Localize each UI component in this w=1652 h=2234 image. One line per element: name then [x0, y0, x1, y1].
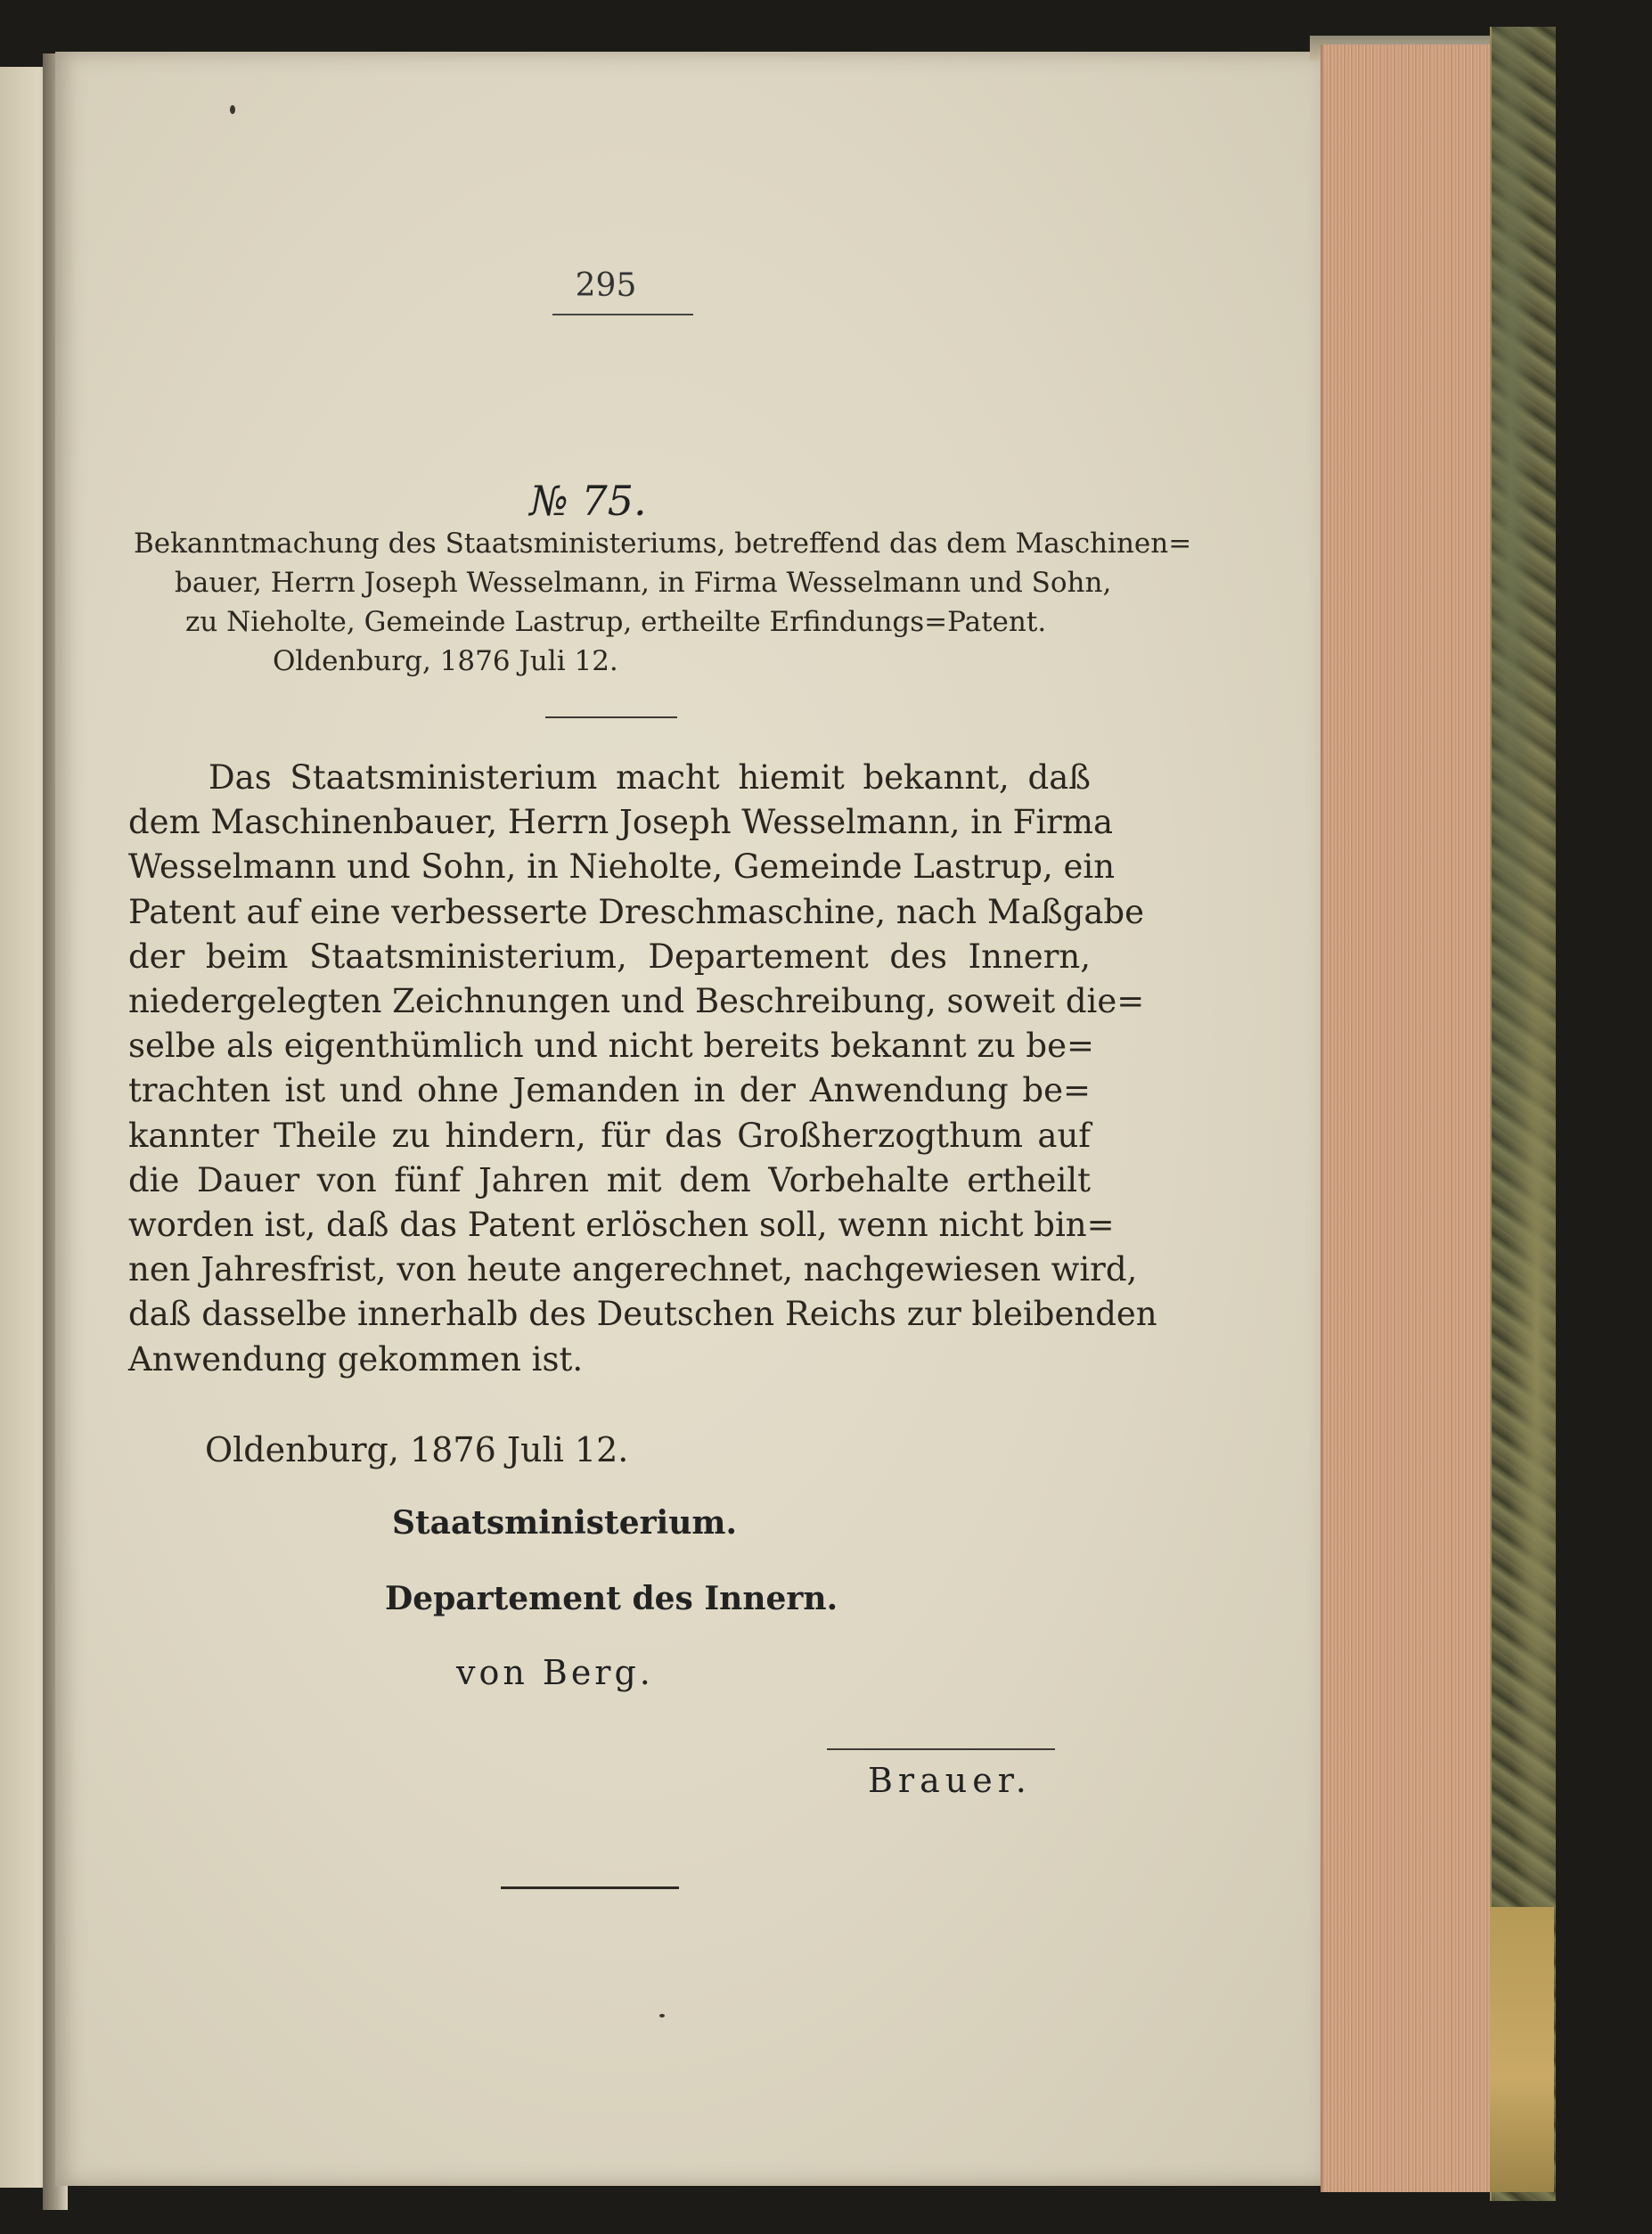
signature-department: Departement des Innern.	[385, 1580, 838, 1617]
marbled-cover-board	[1490, 27, 1556, 2201]
dateline: Oldenburg, 1876 Juli 12.	[205, 1430, 629, 1469]
body-line: Das Staatsministerium macht hiemit bekannt, daß	[209, 758, 1091, 797]
heading-line: zu Nieholte, Gemeinde Lastrup, ertheilte Erfindungs=Patent.	[185, 606, 1047, 638]
body-line: Anwendung gekommen ist.	[128, 1339, 584, 1379]
body-line: worden ist, daß das Patent erlöschen soll, wenn nicht bin=	[128, 1206, 1115, 1245]
page-edges	[1321, 45, 1492, 2192]
body-line: daß dasselbe innerhalb des Deutschen Reichs zur bleibenden	[128, 1295, 1157, 1334]
ink-speck	[659, 2014, 665, 2017]
signature-rule	[827, 1748, 1055, 1750]
body-line: der beim Staatsministerium, Departement des Innern,	[128, 937, 1091, 976]
heading-line: Bekanntmachung des Staatsministeriums, betreffend das dem Maschinen=	[134, 528, 1192, 560]
body-line: selbe als eigenthümlich und nicht bereits bekannt zu be=	[128, 1027, 1095, 1066]
page-number: 295	[575, 267, 637, 304]
signature-ministry: Staatsministerium.	[392, 1504, 738, 1542]
signature-official: Brauer.	[868, 1761, 1032, 1800]
heading-date: Oldenburg, 1876 Juli 12.	[273, 645, 618, 677]
body-line: Patent auf eine verbesserte Dreschmaschine, nach Maßgabe	[128, 892, 1144, 931]
document-number: № 75.	[529, 477, 647, 525]
ink-speck	[230, 105, 235, 114]
body-line: die Dauer von fünf Jahren mit dem Vorbehalte ertheilt	[128, 1160, 1091, 1199]
heading-line: bauer, Herrn Joseph Wesselmann, in Firma Wesselmann und Sohn,	[175, 567, 1112, 599]
body-line: kannter Theile zu hindern, für das Großherzogthum auf	[128, 1116, 1091, 1155]
section-divider	[545, 716, 677, 718]
announcement-heading	[134, 524, 1192, 681]
body-line: trachten ist und ohne Jemanden in der Anwendung be=	[128, 1071, 1091, 1110]
end-rule	[501, 1886, 679, 1889]
body-paragraph	[128, 756, 1157, 1382]
signature-minister: von Berg.	[456, 1653, 654, 1692]
body-line: nen Jahresfrist, von heute angerechnet, nachgewiesen wird,	[128, 1250, 1138, 1289]
body-line: dem Maschinenbauer, Herrn Joseph Wesselmann, in Firma	[128, 803, 1114, 842]
body-line: niedergelegten Zeichnungen und Beschreibung, soweit die=	[128, 982, 1145, 1021]
page-number-rule	[552, 314, 693, 315]
cover-corner-leather	[1490, 1907, 1554, 2192]
body-line: Wesselmann und Sohn, in Nieholte, Gemeinde Lastrup, ein	[128, 847, 1116, 887]
